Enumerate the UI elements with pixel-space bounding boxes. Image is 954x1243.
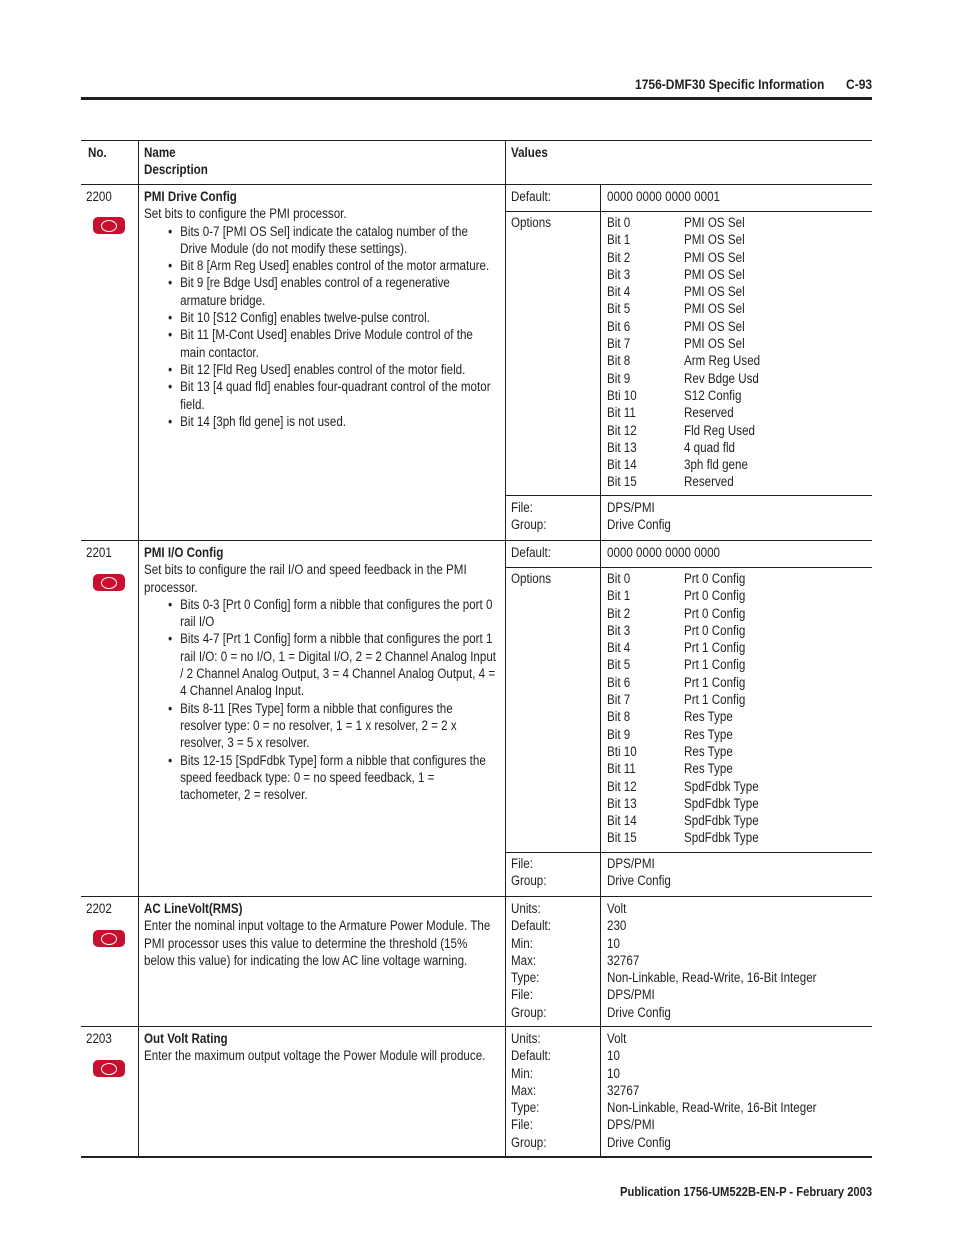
bullet-item: • Bits 0-3 [Prt 0 Config] form a nibble that configures the port 0 rail I/O — [144, 596, 497, 631]
file-group-labels: File: Group: — [511, 500, 547, 533]
bit-name-list: PMI OS Sel PMI OS Sel PMI OS Sel PMI OS Sel PMI OS Sel PMI OS Sel PMI OS Sel PMI OS Sel Arm Reg Used Rev Bdge Usd S12 Config Reserved Fld Reg Used 4 quad fld 3ph fld gene Reserved — [684, 215, 761, 490]
param-intro: Set bits to configure the rail I/O and speed feedback in the PMI processor. — [144, 562, 467, 595]
file-group-labels: File: Group: — [511, 856, 547, 889]
bullet-item: • Bit 12 [Fld Reg Used] enables control of the motor field. — [144, 361, 497, 378]
col-header-values: Values — [511, 145, 548, 160]
header-rule — [81, 97, 872, 100]
file-group-values: DPS/PMI Drive Config — [607, 500, 671, 533]
bullet-item: • Bit 10 [S12 Config] enables twelve-pulse control. — [144, 309, 497, 326]
param-description — [144, 900, 554, 969]
param-intro: Set bits to configure the PMI processor. — [144, 206, 347, 222]
rw-badge-icon — [93, 1060, 125, 1077]
default-value: 0000 0000 0000 0000 — [607, 545, 720, 560]
bit-list: Bit 0 Bit 1 Bit 2 Bit 3 Bit 4 Bit 5 Bit 6 Bit 7 Bit 8 Bit 9 Bti 10 Bit 11 Bit 12 Bit 13 Bit 14 Bit 15 — [607, 571, 637, 846]
bullet-item: • Bits 0-7 [PMI OS Sel] indicate the catalog number of the Drive Module (do not modify these settings). — [144, 223, 497, 258]
param-desc-text: Enter the maximum output voltage the Power Module will produce. — [144, 1048, 486, 1064]
param-name: PMI I/O Config — [144, 545, 224, 560]
param-description — [144, 544, 554, 803]
options-label: Options — [511, 571, 552, 586]
rw-badge-icon — [93, 574, 125, 591]
param-description — [144, 1030, 554, 1065]
param-description — [144, 188, 554, 430]
bullet-item: • Bits 4-7 [Prt 1 Config] form a nibble that configures the port 1 rail I/O: 0 = no I/O, 1 = Digital I/O, 2 = 2 Channel Analog Input / 2 Channel Analog Output, 3 = 4 Channel Analog Output, 4 = 4 Channel Analog Input. — [144, 630, 497, 699]
bullet-item: • Bit 14 [3ph fld gene] is not used. — [144, 413, 497, 430]
options-label: Options — [511, 215, 552, 230]
attribute-values: Volt 230 10 32767 Non-Linkable, Read-Write, 16-Bit Integer DPS/PMI Drive Config — [607, 901, 817, 1020]
default-label: Default: — [511, 189, 552, 204]
param-name: PMI Drive Config — [144, 189, 237, 204]
bit-name-list: Prt 0 Config Prt 0 Config Prt 0 Config Prt 0 Config Prt 1 Config Prt 1 Config Prt 1 Config Prt 1 Config Res Type Res Type Res Type Res Type SpdFdbk Type SpdFdbk Type SpdFdbk Type SpdFdbk Type — [684, 571, 759, 846]
bullet-item: • Bit 8 [Arm Reg Used] enables control of the motor armature. — [144, 257, 497, 274]
default-value: 0000 0000 0000 0001 — [607, 189, 720, 204]
default-label: Default: — [511, 545, 552, 560]
attribute-labels: Units: Default: Min: Max: Type: File: Group: — [511, 901, 552, 1020]
bullet-item: • Bit 13 [4 quad fld] enables four-quadrant control of the motor field. — [144, 378, 497, 413]
bit-list: Bit 0 Bit 1 Bit 2 Bit 3 Bit 4 Bit 5 Bit 6 Bit 7 Bit 8 Bit 9 Bti 10 Bit 11 Bit 12 Bit 13 Bit 14 Bit 15 — [607, 215, 637, 490]
file-group-values: DPS/PMI Drive Config — [607, 856, 671, 889]
rw-badge-icon — [93, 930, 125, 947]
col-header-no: No. — [88, 145, 107, 160]
param-desc-text: Enter the nominal input voltage to the Armature Power Module. The PMI processor uses this value to determine the threshold (15% below this value) for indicating the low AC line voltage warning. — [144, 918, 491, 968]
publication-footer: Publication 1756-UM522B-EN-P - February 2003 — [619, 1184, 872, 1199]
page-number: C-93 — [846, 76, 873, 92]
col-header-name: Name Description — [144, 145, 208, 178]
attribute-labels: Units: Default: Min: Max: Type: File: Group: — [511, 1031, 552, 1150]
param-number: 2200 — [86, 189, 112, 204]
param-name: AC LineVolt(RMS) — [144, 901, 243, 916]
param-name: Out Volt Rating — [144, 1031, 228, 1046]
param-number: 2203 — [86, 1031, 112, 1046]
bullet-item: • Bit 11 [M-Cont Used] enables Drive Module control of the main contactor. — [144, 326, 497, 361]
bullet-item: • Bit 9 [re Bdge Usd] enables control of a regenerative armature bridge. — [144, 274, 497, 309]
bullet-item: • Bits 8-11 [Res Type] form a nibble that configures the resolver type: 0 = no resolver, 1 = 1 x resolver, 2 = 2 x resolver, 3 = 5 x resolver. — [144, 700, 497, 752]
header-title: 1756-DMF30 Specific Information — [635, 76, 825, 92]
rw-badge-icon — [93, 217, 125, 234]
param-number: 2202 — [86, 901, 112, 916]
attribute-values: Volt 10 10 32767 Non-Linkable, Read-Write, 16-Bit Integer DPS/PMI Drive Config — [607, 1031, 817, 1150]
param-number: 2201 — [86, 545, 112, 560]
bullet-item: • Bits 12-15 [SpdFdbk Type] form a nibble that configures the speed feedback type: 0 = no speed feedback, 1 = tachometer, 2 = resolver. — [144, 752, 497, 804]
